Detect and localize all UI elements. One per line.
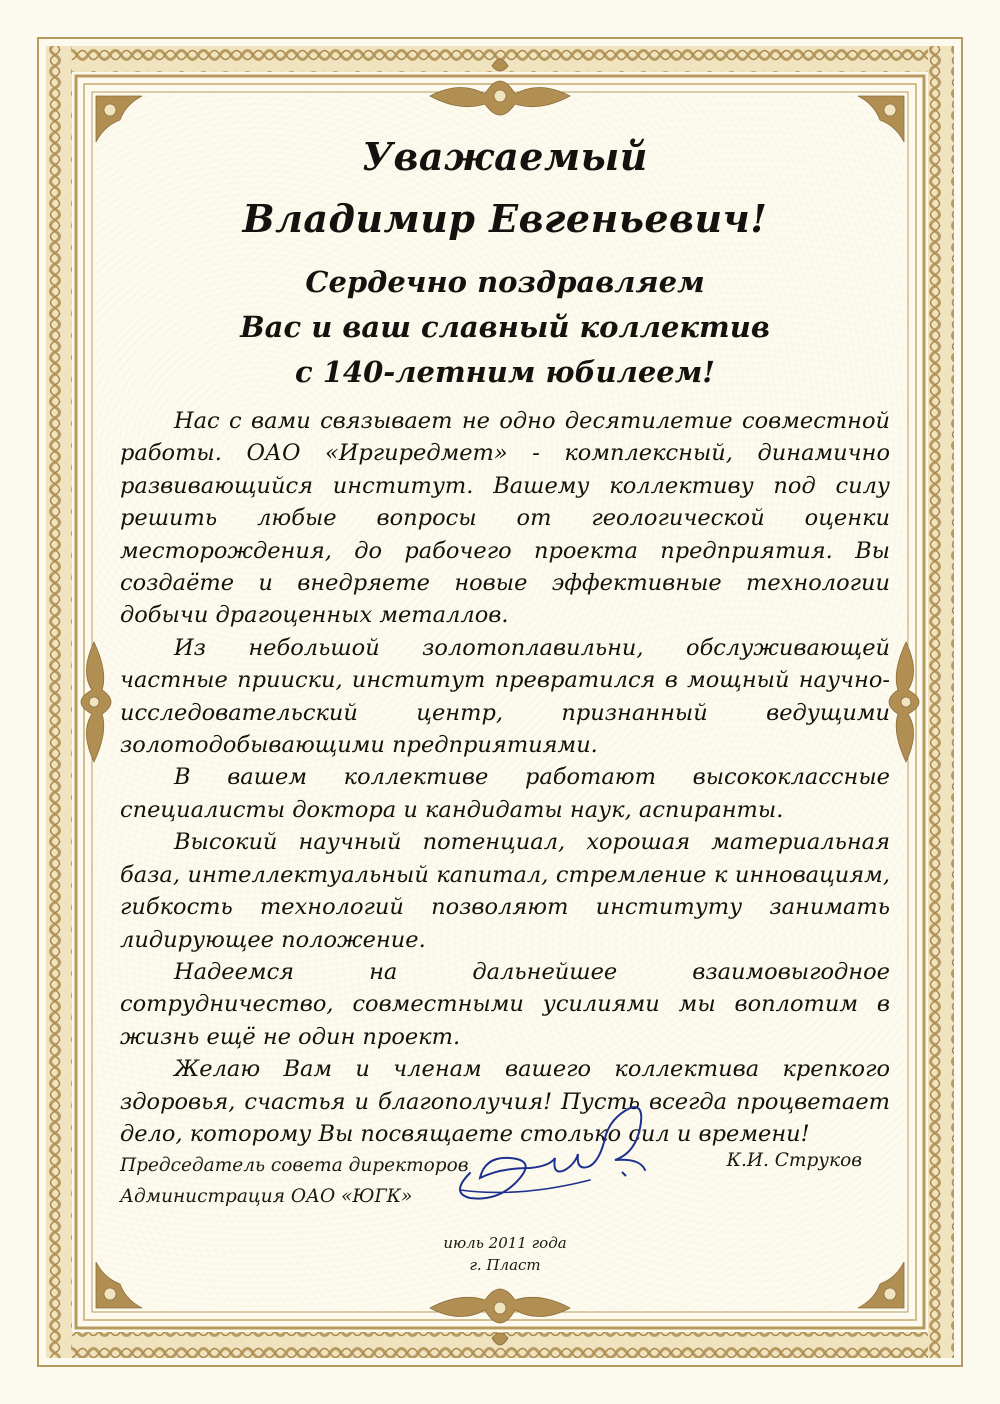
congrats-line-1: Сердечно поздравляем — [305, 265, 705, 299]
signatory-position — [120, 1150, 469, 1212]
letter-date: июль 2011 года — [443, 1234, 567, 1252]
paragraph-5: Надеемся на дальнейшее взаимовыгодное сотрудничество, совместными усилиями мы воплотим в жизнь ещё не один проект. — [120, 958, 890, 1050]
congrats-line-2: Вас и ваш славный коллектив — [240, 310, 770, 344]
greeting — [120, 126, 890, 250]
greeting-line-2: Владимир Евгеньевич! — [242, 196, 768, 241]
congratulation-heading — [120, 260, 890, 395]
position-line-2: Администрация ОАО «ЮГК» — [120, 1186, 413, 1207]
position-line-1: Председатель совета директоров — [120, 1155, 469, 1176]
congrats-line-3: с 140-летним юбилеем! — [294, 355, 716, 389]
letter-content — [120, 118, 890, 1150]
paragraph-1: Нас с вами связывает не одно десятилетие совместной работы. ОАО «Иргиредмет» - комплексный, динамично развивающийся институт. Вашему коллективу под силу решить любые вопросы от геологической оценки месторождения, до рабочего проекта предприятия. Вы создаёте и внедряете новые эффективные технологии добычи драгоценных металлов. — [120, 408, 890, 629]
letter-place: г. Пласт — [469, 1256, 541, 1274]
handwritten-signature — [440, 1098, 670, 1218]
paragraph-3: В вашем коллективе работают высококлассные специалисты доктора и кандидаты наук, аспиранты. — [120, 764, 890, 823]
signatory-name: К.И. Струков — [726, 1150, 862, 1171]
greeting-line-1: Уважаемый — [362, 134, 648, 179]
paragraph-4: Высокий научный потенциал, хорошая материальная база, интеллектуальный капитал, стремление к инновациям, гибкость технологий позволяют институту занимать лидирующее положение. — [120, 829, 890, 953]
date-place — [120, 1232, 890, 1276]
paragraph-6: Желаю Вам и членам вашего коллектива крепкого здоровья, счастья и благополучия! Пусть всегда процветает дело, которому Вы посвящаете столько сил и времени! — [120, 1056, 890, 1147]
letter-body — [120, 405, 890, 1150]
paragraph-2: Из небольшой золотоплавильни, обслуживающей частные прииски, институт превратился в мощный научно-исследовательский центр, признанный ведущими золотодобывающими предприятиями. — [120, 634, 890, 759]
